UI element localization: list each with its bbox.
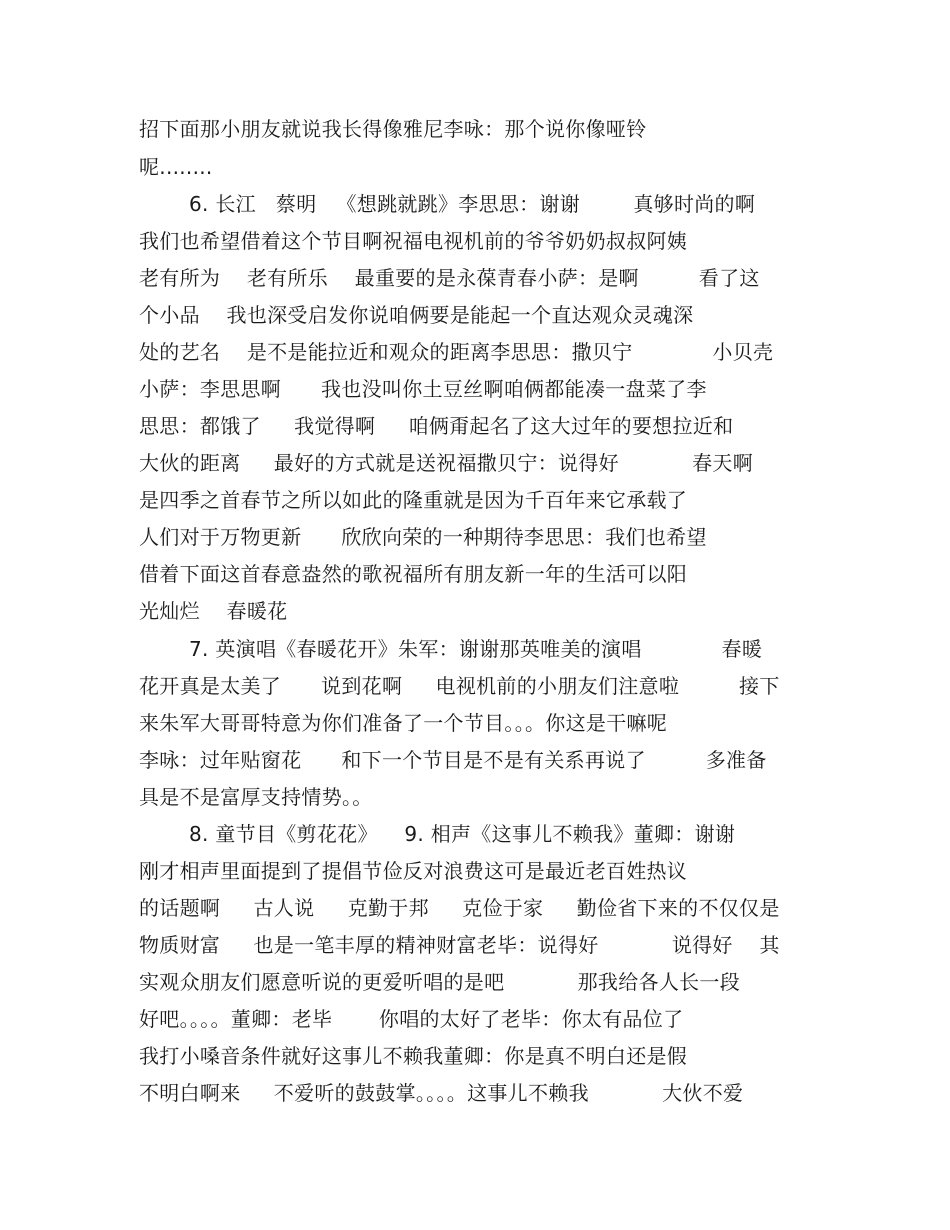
text-line: 刚才相声里面提到了提倡节俭反对浪费这可是最近老百姓热议 [139,859,688,883]
text-line: 花开真是太美了 说到花啊 电视机前的小朋友们注意啦 接下 [139,674,780,698]
text-line: 处的艺名 是不是能拉近和观众的距离李思思：撒贝宁 小贝壳 [139,340,774,364]
text-line: 我们也希望借着这个节目啊祝福电视机前的爷爷奶奶叔叔阿姨 [139,229,688,253]
text-line: 老有所为 老有所乐 最重要的是永葆青春小萨：是啊 看了这 [139,266,760,290]
text-line: 呢........ [139,155,213,179]
text-line: 大伙的距离 最好的方式就是送祝福撒贝宁：说得好 春天啊 [139,451,754,475]
text-line: 个小品 我也深受启发你说咱俩要是能起一个直达观众灵魂深 [139,303,694,327]
text-line: 思思：都饿了 我觉得啊 咱俩甭起名了这大过年的要想拉近和 [139,414,734,438]
text-line: 是四季之首春节之所以如此的隆重就是因为千百年来它承载了 [139,488,688,512]
text-line: 光灿烂 春暖花 [139,599,288,623]
paragraph-start-line: 7. 英演唱《春暖花开》朱军：谢谢那英唯美的演唱 春暖 [189,637,763,661]
text-line: 实观众朋友们愿意听说的更爱听唱的是吧 那我给各人长一段 [139,970,741,994]
text-line: 好吧。。。。董卿：老毕 你唱的太好了老毕：你太有品位了 [139,1007,684,1031]
text-line: 来朱军大哥哥特意为你们准备了一个节目。。。你这是干嘛呢 [139,711,668,735]
text-line: 的话题啊 古人说 克勤于邦 克俭于家 勤俭省下来的不仅仅是 [139,896,780,920]
text-line: 具是不是富厚支持情势。。 [139,785,373,809]
text-line: 不明白啊来 不爱听的鼓鼓掌。。。。这事儿不赖我 大伙不爱 [139,1081,744,1105]
text-line: 借着下面这首春意盎然的歌祝福所有朋友新一年的生活可以阳 [139,562,688,586]
text-line: 招下面那小朋友就说我长得像雅尼李咏：那个说你像哑铃 [139,117,647,141]
text-line: 我打小嗓音条件就好这事儿不赖我董卿：你是真不明白还是假 [139,1044,688,1068]
paragraph-start-line: 8. 童节目《剪花花》 9. 相声《这事儿不赖我》董卿：谢谢 [189,822,736,846]
paragraph-start-line: 6. 长江 蔡明 《想跳就跳》李思思：谢谢 真够时尚的啊 [189,192,756,216]
text-line: 人们对于万物更新 欣欣向荣的一种期待李思思：我们也希望 [139,525,707,549]
text-line: 小萨：李思思啊 我也没叫你土豆丝啊咱俩都能凑一盘菜了李 [139,377,707,401]
text-line: 李咏：过年贴窗花 和下一个节目是不是有关系再说了 多准备 [139,748,767,772]
text-line: 物质财富 也是一笔丰厚的精神财富老毕：说得好 说得好 其 [139,933,780,957]
